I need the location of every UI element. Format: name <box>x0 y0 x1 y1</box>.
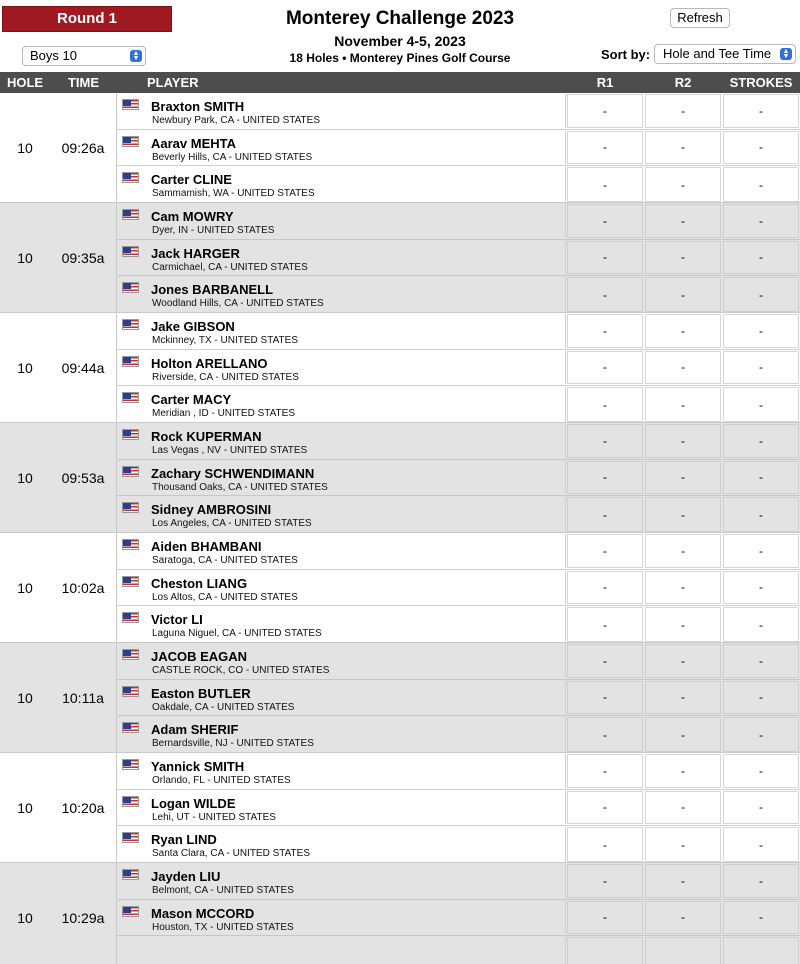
player-name[interactable]: Easton BUTLER <box>151 685 251 701</box>
us-flag-icon <box>122 246 139 257</box>
us-flag-icon <box>122 392 139 403</box>
score-strokes: - <box>759 213 763 228</box>
player-row[interactable] <box>117 423 800 460</box>
us-flag-icon <box>122 906 139 917</box>
player-location: Riverside, CA - UNITED STATES <box>152 371 299 383</box>
score-strokes: - <box>759 360 763 375</box>
player-location: Las Vegas , NV - UNITED STATES <box>152 445 308 456</box>
score-strokes: - <box>759 763 763 778</box>
player-cell <box>117 571 566 605</box>
score-strokes: - <box>759 873 763 888</box>
score-strokes: - <box>759 177 763 192</box>
score-strokes: - <box>759 323 763 338</box>
player-location: Bernardsville, NJ - UNITED STATES <box>152 738 314 750</box>
player-location: Los Altos, CA - UNITED STATES <box>152 591 298 603</box>
score-r2: - <box>681 177 685 192</box>
player-row[interactable] <box>117 93 800 130</box>
player-row[interactable] <box>117 826 800 863</box>
score-r1: - <box>603 837 607 852</box>
player-cell <box>117 864 566 898</box>
sort-select[interactable] <box>654 44 796 64</box>
score-r1: - <box>603 213 607 228</box>
score-strokes: - <box>759 910 763 925</box>
player-cell <box>117 754 566 788</box>
group-hole: 10 <box>17 359 33 376</box>
score-r2: - <box>681 617 685 632</box>
player-cell <box>117 424 566 458</box>
score-strokes: - <box>759 837 763 852</box>
player-name[interactable]: Aiden BHAMBANI <box>151 539 262 554</box>
player-row[interactable] <box>117 716 800 753</box>
score-r2: - <box>681 323 685 338</box>
us-flag-icon <box>122 466 139 477</box>
table-header <box>0 72 800 93</box>
column-header-hole[interactable]: HOLE <box>6 75 44 90</box>
refresh-button[interactable]: Refresh <box>670 8 730 28</box>
group-hole: 10 <box>17 909 33 926</box>
player-name[interactable]: Carter CLINE <box>151 172 232 188</box>
player-name[interactable]: Jayden LIU <box>151 869 221 884</box>
us-flag-icon <box>122 869 139 880</box>
score-r1: - <box>603 800 607 815</box>
us-flag-icon <box>122 649 139 660</box>
player-location: Laguna Niguel, CA - UNITED STATES <box>152 628 322 640</box>
player-row[interactable] <box>117 936 800 964</box>
score-r1: - <box>603 690 607 705</box>
score-r1: - <box>603 323 607 338</box>
us-flag-icon <box>122 832 139 843</box>
player-rows <box>117 533 800 642</box>
group-tee-time: 09:44a <box>50 313 117 422</box>
player-name[interactable]: Carter MACY <box>151 392 232 408</box>
score-r2: - <box>681 763 685 778</box>
player-location: Newbury Park, CA - UNITED STATES <box>152 115 320 126</box>
player-name[interactable]: Jones BARBANELL <box>151 282 274 298</box>
player-cell <box>117 241 566 275</box>
player-name[interactable]: Jake GIBSON <box>151 319 235 334</box>
us-flag-icon <box>122 796 139 807</box>
score-r1: - <box>603 360 607 375</box>
player-name[interactable]: Zachary SCHWENDIMANN <box>151 465 315 481</box>
score-r2: - <box>681 140 685 155</box>
us-flag-icon <box>122 136 139 147</box>
player-cell <box>117 607 566 642</box>
player-cell <box>117 94 566 128</box>
group-hole: 10 <box>17 579 33 596</box>
player-row[interactable] <box>117 790 800 827</box>
player-cell <box>117 204 566 238</box>
player-location: Meridian , ID - UNITED STATES <box>152 408 295 420</box>
column-header-r1[interactable]: R1 <box>596 75 614 90</box>
player-cell <box>117 534 566 568</box>
player-name[interactable]: Victor LI <box>151 612 203 628</box>
score-strokes: - <box>759 433 763 448</box>
score-strokes: - <box>759 690 763 705</box>
score-r2: - <box>681 287 685 302</box>
score-strokes: - <box>759 250 763 265</box>
score-r2: - <box>681 910 685 925</box>
score-r1: - <box>603 507 607 522</box>
us-flag-icon <box>122 502 139 513</box>
us-flag-icon <box>122 759 139 770</box>
score-r1: - <box>603 543 607 558</box>
tee-time-group <box>0 203 800 313</box>
score-r2: - <box>681 213 685 228</box>
player-cell <box>117 644 566 678</box>
us-flag-icon <box>122 576 139 587</box>
score-strokes: - <box>759 140 763 155</box>
score-r2: - <box>681 470 685 485</box>
score-strokes: - <box>759 543 763 558</box>
player-location: Los Angeles, CA - UNITED STATES <box>152 518 312 530</box>
player-row[interactable] <box>117 350 800 387</box>
player-cell <box>117 351 566 385</box>
player-location: Houston, TX - UNITED STATES <box>152 921 294 933</box>
player-rows <box>117 93 800 202</box>
player-location: Beverly Hills, CA - UNITED STATES <box>152 151 313 163</box>
us-flag-icon <box>122 356 139 367</box>
player-row[interactable] <box>117 460 800 497</box>
player-location: Woodland Hills, CA - UNITED STATES <box>152 298 324 310</box>
player-row[interactable] <box>117 166 800 203</box>
score-r1: - <box>603 653 607 668</box>
player-name[interactable]: Rock KUPERMAN <box>151 429 262 444</box>
player-cell <box>117 681 566 715</box>
player-location: Orlando, FL - UNITED STATES <box>152 775 291 786</box>
event-dates: November 4-5, 2023 <box>334 33 466 49</box>
player-rows <box>117 753 800 862</box>
select-arrows-icon: ▲ ▼ <box>780 48 792 60</box>
tee-time-groups <box>0 93 800 964</box>
group-hole: 10 <box>17 689 33 706</box>
us-flag-icon <box>122 686 139 697</box>
tee-time-group <box>0 533 800 643</box>
score-r1: - <box>603 103 607 118</box>
player-cell <box>117 277 566 312</box>
score-r2: - <box>681 543 685 558</box>
page-header <box>0 0 800 72</box>
score-r2: - <box>681 653 685 668</box>
score-r2: - <box>681 507 685 522</box>
score-strokes: - <box>759 103 763 118</box>
score-r1: - <box>603 397 607 412</box>
score-r2: - <box>681 250 685 265</box>
player-row[interactable] <box>117 130 800 167</box>
player-row[interactable] <box>117 643 800 680</box>
score-r1: - <box>603 470 607 485</box>
score-strokes: - <box>759 580 763 595</box>
player-row[interactable] <box>117 533 800 570</box>
group-hole: 10 <box>17 249 33 266</box>
player-name[interactable]: Yannick SMITH <box>151 759 245 774</box>
player-row[interactable] <box>117 863 800 900</box>
score-strokes: - <box>759 617 763 632</box>
player-name[interactable]: Cam MOWRY <box>151 209 234 224</box>
score-r1: - <box>603 873 607 888</box>
tee-time-group <box>0 93 800 203</box>
player-row[interactable] <box>117 313 800 350</box>
round-tab[interactable]: Round 1 <box>2 6 172 32</box>
event-course: 18 Holes • Monterey Pines Golf Course <box>289 51 511 65</box>
player-row[interactable] <box>117 276 800 313</box>
group-tee-time: 09:53a <box>50 423 117 532</box>
us-flag-icon <box>122 209 139 220</box>
player-cell <box>117 717 566 752</box>
player-location: Oakdale, CA - UNITED STATES <box>152 701 295 713</box>
player-row[interactable] <box>117 606 800 643</box>
score-r2 <box>644 936 722 964</box>
score-r2: - <box>681 800 685 815</box>
player-cell <box>117 827 566 862</box>
player-name[interactable]: Ryan LIND <box>151 832 217 848</box>
player-cell <box>117 387 566 422</box>
player-rows <box>117 863 800 964</box>
score-r2: - <box>681 360 685 375</box>
score-r1: - <box>603 617 607 632</box>
score-r2: - <box>681 103 685 118</box>
score-strokes: - <box>759 470 763 485</box>
score-r1: - <box>603 910 607 925</box>
player-location: Santa Clara, CA - UNITED STATES <box>152 848 311 860</box>
tee-time-group <box>0 863 800 964</box>
score-r2: - <box>681 580 685 595</box>
player-name[interactable]: Sidney AMBROSINI <box>151 502 272 518</box>
score-r1: - <box>603 140 607 155</box>
group-hole: 10 <box>17 469 33 486</box>
player-rows <box>117 423 800 532</box>
score-r2: - <box>681 433 685 448</box>
player-rows <box>117 643 800 752</box>
score-r2: - <box>681 690 685 705</box>
player-cell <box>117 901 566 935</box>
select-arrows-icon: ▲ ▼ <box>130 50 142 62</box>
us-flag-icon <box>122 282 139 293</box>
player-row[interactable] <box>117 570 800 607</box>
score-strokes: - <box>759 800 763 815</box>
player-rows <box>117 203 800 312</box>
player-location: Lehi, UT - UNITED STATES <box>152 811 276 823</box>
player-name[interactable]: Jack HARGER <box>151 245 240 261</box>
player-row[interactable] <box>117 496 800 533</box>
player-cell <box>117 461 566 495</box>
player-location: Belmont, CA - UNITED STATES <box>152 885 294 896</box>
division-select-value: Boys 10 <box>30 48 77 63</box>
us-flag-icon <box>122 319 139 330</box>
score-strokes: - <box>759 507 763 522</box>
score-strokes: - <box>759 727 763 742</box>
player-location: Thousand Oaks, CA - UNITED STATES <box>152 481 328 493</box>
player-rows <box>117 313 800 422</box>
sort-label: Sort by: <box>601 47 651 62</box>
tee-time-group <box>0 423 800 533</box>
player-location: Saratoga, CA - UNITED STATES <box>152 555 298 566</box>
us-flag-icon <box>122 722 139 733</box>
score-strokes: - <box>759 397 763 412</box>
group-tee-time: 09:26a <box>50 93 117 202</box>
player-row[interactable] <box>117 240 800 277</box>
player-name[interactable]: Logan WILDE <box>151 795 236 811</box>
column-header-r2[interactable]: R2 <box>674 75 692 90</box>
player-location: Sammamish, WA - UNITED STATES <box>152 188 315 200</box>
player-row[interactable] <box>117 386 800 423</box>
group-tee-time: 09:35a <box>50 203 117 312</box>
player-name[interactable]: JACOB EAGAN <box>151 649 248 664</box>
tee-time-group <box>0 313 800 423</box>
player-name[interactable]: Mason MCCORD <box>151 905 255 921</box>
player-location: Dyer, IN - UNITED STATES <box>152 225 275 236</box>
score-strokes: - <box>759 653 763 668</box>
us-flag-icon <box>122 429 139 440</box>
player-name[interactable]: Holton ARELLANO <box>151 355 268 371</box>
score-r1: - <box>603 287 607 302</box>
player-name[interactable]: Adam SHERIF <box>151 722 239 738</box>
score-strokes <box>722 936 800 964</box>
player-name[interactable]: Aarav MEHTA <box>151 135 237 151</box>
player-row[interactable] <box>117 680 800 717</box>
score-strokes: - <box>759 287 763 302</box>
score-r1: - <box>603 433 607 448</box>
score-r1 <box>566 936 644 964</box>
sort-select-value: Hole and Tee Time <box>663 46 772 61</box>
player-location: CASTLE ROCK, CO - UNITED STATES <box>152 665 330 676</box>
score-r1: - <box>603 580 607 595</box>
player-cell <box>117 131 566 165</box>
event-title: Monterey Challenge 2023 <box>285 8 515 29</box>
score-r2: - <box>681 727 685 742</box>
player-cell <box>117 937 566 964</box>
column-header-player[interactable]: PLAYER <box>147 75 199 90</box>
score-r1: - <box>603 727 607 742</box>
group-tee-time: 10:11a <box>50 643 117 752</box>
group-tee-time: 10:29a <box>50 863 117 964</box>
group-tee-time: 10:20a <box>50 753 117 862</box>
score-r1: - <box>603 763 607 778</box>
player-location: Mckinney, TX - UNITED STATES <box>152 335 298 346</box>
player-row[interactable] <box>117 900 800 937</box>
player-cell <box>117 314 566 348</box>
group-tee-time: 10:02a <box>50 533 117 642</box>
player-location: Carmichael, CA - UNITED STATES <box>152 261 308 273</box>
player-row[interactable] <box>117 753 800 790</box>
player-name[interactable]: Cheston LIANG <box>151 575 248 591</box>
group-hole: 10 <box>17 799 33 816</box>
score-r2: - <box>681 837 685 852</box>
us-flag-icon <box>122 539 139 550</box>
tee-time-group <box>0 753 800 863</box>
score-r1: - <box>603 250 607 265</box>
score-r2: - <box>681 873 685 888</box>
player-row[interactable] <box>117 203 800 240</box>
us-flag-icon <box>122 612 139 623</box>
us-flag-icon <box>122 99 139 110</box>
column-header-time[interactable]: TIME <box>67 75 100 90</box>
column-header-strokes[interactable]: STROKES <box>729 75 793 90</box>
score-r2: - <box>681 397 685 412</box>
player-cell <box>117 497 566 532</box>
tee-time-group <box>0 643 800 753</box>
player-cell <box>117 167 566 202</box>
us-flag-icon <box>122 172 139 183</box>
group-hole: 10 <box>17 139 33 156</box>
player-cell <box>117 791 566 825</box>
score-r1: - <box>603 177 607 192</box>
player-name[interactable]: Braxton SMITH <box>151 99 245 114</box>
